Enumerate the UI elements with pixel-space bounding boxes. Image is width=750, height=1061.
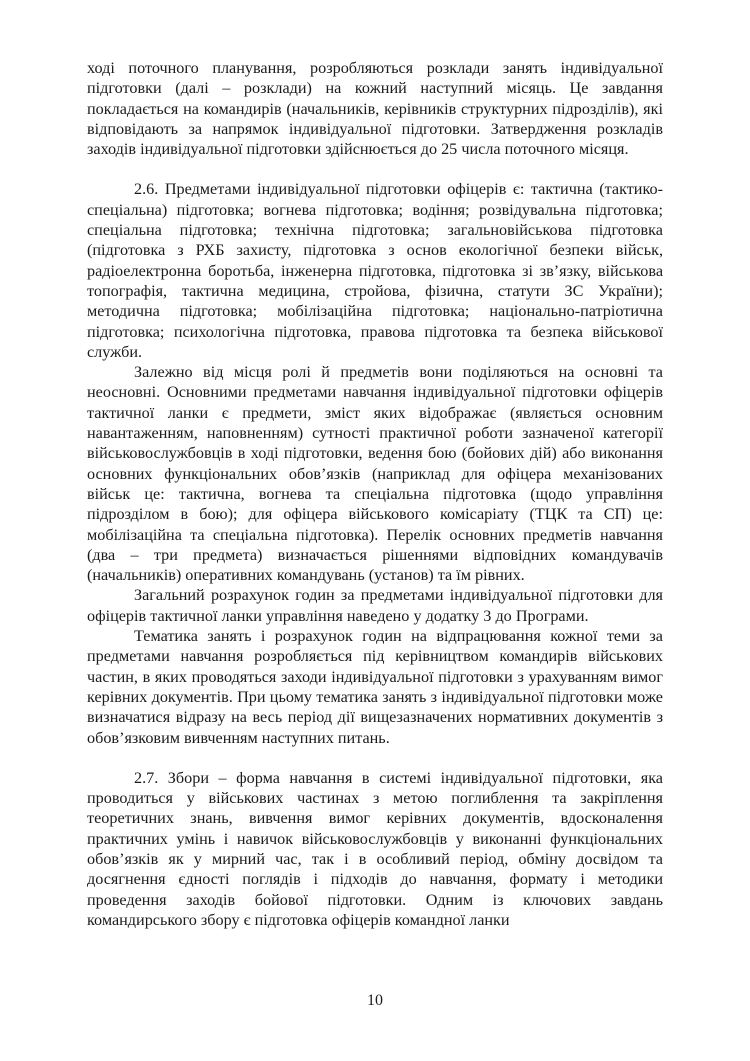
page-number: 10 [367, 992, 383, 1009]
paragraph-2-7-assemblies: 2.7. Збори – форма навчання в системі індивідуальної підготовки, яка проводиться у військових частинах з метою поглиблення та закріплення теоретичних знань, вивчення вимог керівних документів, вдосконалення практичних умінь і навичок військовослужбовців у виконанні функціональних обов’язків як у мирний час, так і в особливий період, обміну досвідом та досягнення єдності поглядів і підходів до навчання, формату і методики проведення заходів бойової підготовки. Одним із ключових завдань командирського збору є підготовка офіцерів командної ланки [87, 768, 663, 929]
paragraph-2-6-subjects: 2.6. Предметами індивідуальної підготовки офіцерів є: тактична (тактико-спеціальна) підготовка; вогнева підготовка; водіння; розвідувальна підготовка; спеціальна підготовка; технічна підготовка; загальновійськова підготовка (підготовка з РХБ захисту, підготовка з основ екологічної безпеки військ, радіоелектронна боротьба, інженерна підготовка, підготовка зі зв’язку, військова топографія, тактична медицина, стройова, фізична, статути ЗС України); методична підготовка; мобілізаційна підготовка; національно-патріотична підготовка; психологічна підготовка, правова підготовка та безпека військової служби. [87, 180, 663, 361]
paragraph-planning-continuation: ході поточного планування, розробляються розклади занять індивідуальної підготовки (далі – розклади) на кожний наступний місяць. Це завдання покладається на командирів (начальників, керівників структурних підрозділів), які відповідають за напрямок індивідуальної підготовки. Затвердження розкладів заходів індивідуальної підготовки здійснюється до 25 числа поточного місяця. [87, 59, 663, 159]
paragraph-hours-calculation: Загальний розрахунок годин за предметами індивідуальної підготовки для офіцерів тактичної ланки управління наведено у додатку 3 до Програми. [87, 586, 663, 625]
paragraph-topics: Тематика занять і розрахунок годин на відпрацювання кожної теми за предметами навчання розробляється під керівництвом командирів військових частин, в яких проводяться заходи індивідуальної підготовки з урахуванням вимог керівних документів. При цьому тематика занять з індивідуальної підготовки може визначатися відразу на весь період дії вищезазначених нормативних документів з обов’язковим вивченням наступних питань. [87, 627, 663, 747]
page-body [87, 58, 663, 930]
paragraph-main-subjects: Залежно від місця ролі й предметів вони поділяються на основні та неосновні. Основними предметами навчання індивідуальної підготовки офіцерів тактичної ланки є предмети, зміст яких відображає (являється основним навантаженням, наповненням) сутності практичної роботи зазначеної категорії військовослужбовців в ході підготовки, ведення бою (бойових дій) або виконання основних функціональних обов’язків (наприклад для офіцера механізованих військ це: тактична, вогнева та спеціальна підготовка (щодо управління підрозділом в бою); для офіцера військового комісаріату (ТЦК та СП) це: мобілізаційна та спеціальна підготовка). Перелік основних предметів навчання (два – три предмета) визначається рішеннями відповідних командувачів (начальників) оперативних командувань (установ) та їм рівних. [87, 363, 663, 585]
